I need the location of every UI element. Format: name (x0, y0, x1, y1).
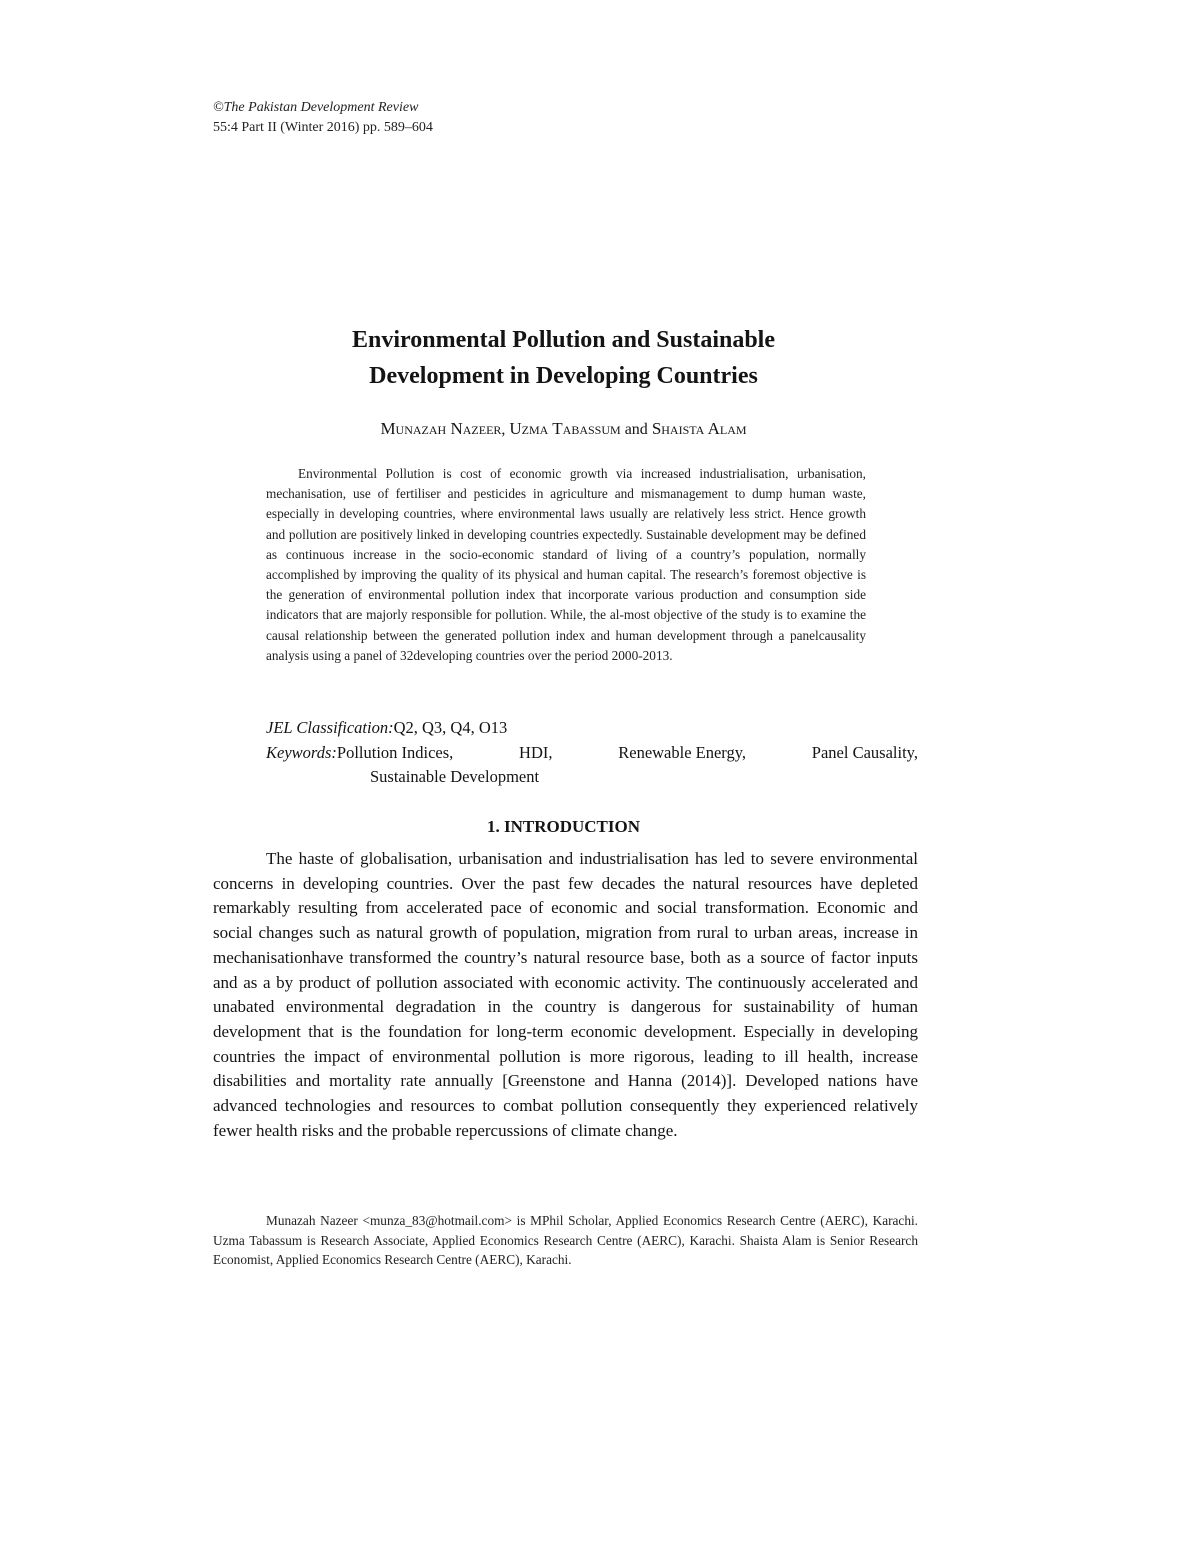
keywords (266, 741, 918, 789)
paper-title-line-2: Development in Developing Countries (369, 363, 758, 389)
abstract: Environmental Pollution is cost of economic growth via increased industrialisation, urbanisation, mechanisation, use of fertiliser and pesticides in agriculture and mismanagement to dump human waste, especially in developing countries, where environmental laws usually are relatively less strict. Hence growth and pollution are positively linked in developing countries expectedly. Sustainable development may be defined as continuous increase in the socio-economic standard of living of a country’s population, normally accomplished by improving the quality of its physical and human capital. The research’s foremost objective is the generation of environmental pollution index that incorporate various production and consumption side indicators that are majorly responsible for pollution. While, the al-most objective of the study is to examine the causal relationship between the generated pollution index and human development through a panelcausality analysis using a panel of 32developing countries over the period 2000-2013. (266, 466, 866, 663)
author-name: Munazah Nazeer (380, 419, 502, 438)
author-separator: and (620, 421, 652, 438)
jel-codes: Q2, Q3, Q4, O13 (393, 718, 508, 737)
jel-label: JEL Classification: (266, 718, 394, 737)
keyword-item: Pollution Indices, (336, 743, 454, 762)
author-list (0, 418, 1127, 441)
section-heading: 1. INTRODUCTION (486, 817, 641, 836)
jel-classification (266, 716, 918, 740)
journal-name: ©The Pakistan Development Review (213, 100, 419, 115)
paper-title-line-1: Environmental Pollution and Sustainable (352, 327, 775, 353)
journal-issue: 55:4 Part II (Winter 2016) pp. 589–604 (213, 120, 433, 135)
author-footnote: Munazah Nazeer <munza_83@hotmail.com> is MPhil Scholar, Applied Economics Research Centre (AERC), Karachi. Uzma Tabassum is Research Associate, Applied Economics Research Centre (AERC), Karachi. Shaista Alam is Senior Research Economist, Applied Economics Research Centre (AERC), Karachi. (213, 1213, 918, 1267)
author-name: Uzma Tabassum (509, 419, 621, 438)
keyword-item: HDI, (519, 743, 553, 762)
body-paragraph: The haste of globalisation, urbanisation and industrialisation has led to severe environmental concerns in developing countries. Over the past few decades the natural resources have depleted remarkably resulting from accelerated pace of economic and social transformation. Economic and social changes such as natural growth of population, migration from rural to urban areas, increase in mechanisationhave transformed the country’s natural resource base, both as a source of factor inputs and as a by product of pollution associated with economic activity. The continuously accelerated and unabated environmental degradation in the country is dangerous for sustainability of human development that is the foundation for long-term economic development. Especially in developing countries the impact of environmental pollution is more rigorous, leading to ill health, increase disabilities and mortality rate annually [Greenstone and Hanna (2014)]. Developed nations have advanced technologies and resources to combat pollution consequently they experienced relatively fewer health risks and the probable repercussions of climate change. (213, 849, 918, 1140)
author-separator: , (501, 421, 510, 438)
keywords-label: Keywords: (266, 743, 337, 762)
keyword-item: Renewable Energy, (618, 743, 747, 762)
author-name: Shaista Alam (651, 419, 747, 438)
keyword-item: Sustainable Development (370, 767, 540, 786)
keyword-item: Panel Causality, (811, 743, 918, 762)
paper-title (0, 322, 1127, 394)
journal-header (213, 98, 433, 138)
